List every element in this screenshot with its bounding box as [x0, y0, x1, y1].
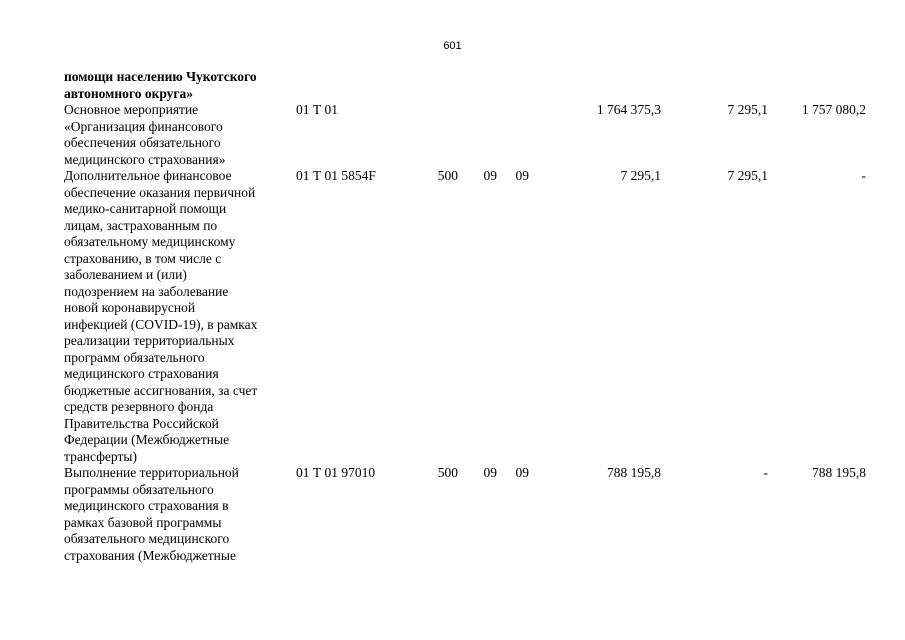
row-name-line: заболеванием и (или)	[64, 267, 187, 282]
row-section: 09	[483, 168, 497, 183]
row-expense-type	[424, 69, 458, 102]
row-section: 09	[483, 465, 497, 480]
row-name-line: реализации территориальных	[64, 333, 235, 348]
row-name-line: автономного округа»	[64, 85, 194, 101]
row-name-line: медицинского страхования»	[64, 151, 226, 167]
row-name-line: страхованию, в том числе с	[64, 250, 222, 266]
row-regional: -	[861, 168, 866, 183]
row-regional: 788 195,8	[812, 465, 866, 480]
row-name	[64, 102, 286, 168]
page-number: 601	[443, 40, 462, 52]
row-section	[458, 69, 497, 102]
row-name-line: Выполнение территориальной	[64, 465, 239, 480]
row-name-line: лицам, застрахованным по	[64, 217, 218, 233]
row-federal	[661, 69, 768, 102]
table-row	[64, 465, 866, 564]
row-name	[64, 465, 286, 564]
row-name-line: помощи населению Чукотского	[64, 69, 257, 84]
row-name-line: обеспечения обязательного	[64, 135, 221, 150]
row-name-line: «Организация финансового	[64, 118, 223, 134]
table-body	[64, 69, 866, 564]
row-name-line: Основное мероприятие	[64, 102, 199, 117]
row-code: 01 Т 01	[296, 102, 338, 117]
row-regional: 1 757 080,2	[801, 102, 866, 117]
row-expense-type: 500	[437, 465, 458, 480]
table-row	[64, 102, 866, 168]
row-name	[64, 168, 286, 465]
row-name-line: Дополнительное финансовое	[64, 168, 232, 183]
row-name-line: инфекцией (COVID-19), в рамках	[64, 316, 258, 332]
row-name-line: медицинского страхования	[64, 366, 219, 381]
row-subsection: 09	[515, 465, 529, 480]
row-section	[458, 102, 497, 168]
row-subsection	[497, 102, 529, 168]
row-code: 01 Т 01 5854F	[296, 168, 376, 183]
row-name-line: новой коронавирусной	[64, 300, 196, 315]
row-name-line: бюджетные ассигнования, за счет	[64, 382, 258, 398]
row-name	[64, 69, 286, 102]
row-name-line: медицинского страхования в	[64, 498, 229, 513]
row-name-line: обязательного медицинского	[64, 531, 230, 546]
row-name-line: подозрением на заболевание	[64, 283, 229, 299]
row-federal: 7 295,1	[727, 102, 768, 117]
row-code: 01 Т 01 97010	[296, 465, 376, 480]
row-name-line: Правительства Российской	[64, 415, 219, 431]
row-code	[286, 69, 424, 102]
row-name-line: обязательному медицинскому	[64, 234, 236, 249]
row-name-line: обеспечение оказания первичной	[64, 184, 256, 200]
row-name-line: медико-санитарной помощи	[64, 201, 227, 216]
row-name-line: трансферты)	[64, 448, 137, 464]
row-name-line: средств резервного фонда	[64, 399, 214, 414]
row-total: 1 764 375,3	[596, 102, 661, 117]
row-subsection: 09	[515, 168, 529, 183]
table-row	[64, 69, 866, 102]
row-name-line: Федерации (Межбюджетные	[64, 432, 230, 447]
row-federal: 7 295,1	[727, 168, 768, 183]
row-federal: -	[763, 465, 768, 480]
row-name-line: страхования (Межбюджетные	[64, 547, 236, 563]
row-expense-type	[424, 102, 458, 168]
row-name-line: рамках базовой программы	[64, 514, 222, 530]
row-name-line: программ обязательного	[64, 349, 205, 365]
row-total: 788 195,8	[607, 465, 661, 480]
row-regional	[768, 69, 866, 102]
row-total	[529, 69, 661, 102]
row-expense-type: 500	[437, 168, 458, 183]
row-name-line: программы обязательного	[64, 481, 214, 497]
row-total: 7 295,1	[620, 168, 661, 183]
row-subsection	[497, 69, 529, 102]
budget-table	[64, 69, 866, 564]
table-row	[64, 168, 866, 465]
